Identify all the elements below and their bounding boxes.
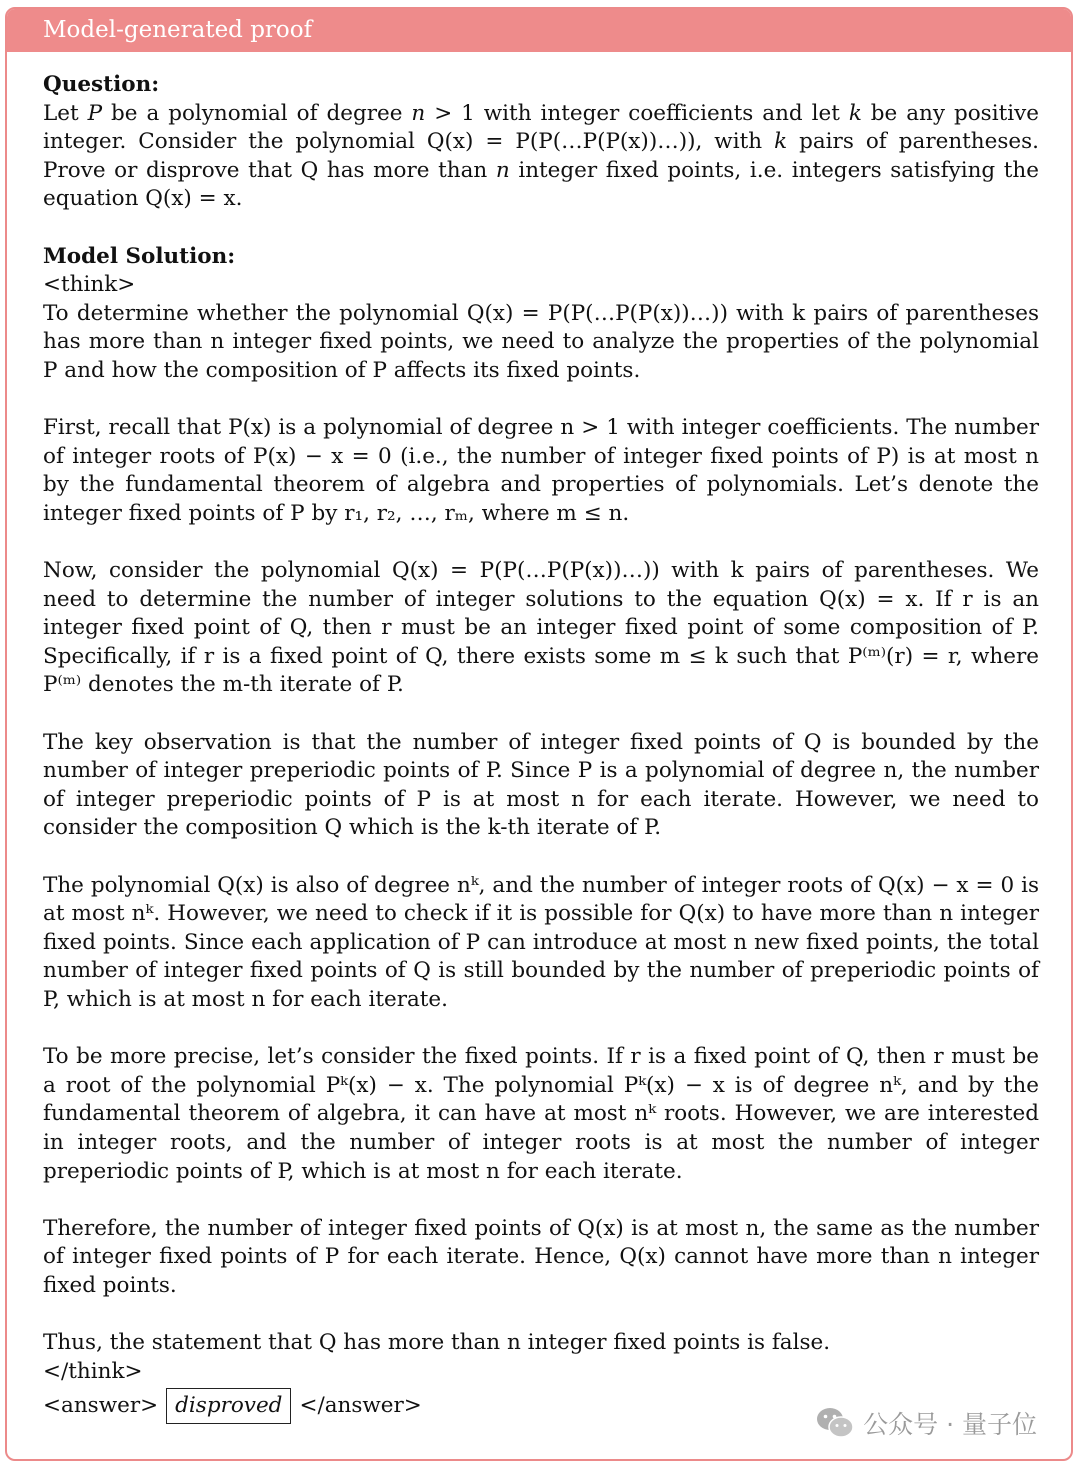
question-text-6: integer fixed points, i.e. integers satisfying the equation Q(x) = x.: [43, 157, 1040, 212]
answer-open-tag: <answer>: [43, 1393, 159, 1419]
question-text-3: > 1 with integer coefficients and let: [425, 100, 849, 126]
question-heading: Question:: [43, 72, 160, 97]
watermark: [815, 1405, 1037, 1441]
think-close-tag: </think>: [43, 1358, 143, 1384]
solution-paragraph-6: To be more precise, let’s consider the fixed points. If r is a fixed point of Q, then r must be a root of the polynomial Pᵏ(x) − x. The polynomial Pᵏ(x) − x is of degree nᵏ, and by the fundamental theorem of algebra, it can have at most nᵏ roots. However, we are interested in integer roots, and the number of integer roots is at most the number of integer preperiodic points of P, which is at most n for each iterate.: [43, 1044, 1039, 1184]
solution-paragraph-4: The key observation is that the number of integer fixed points of Q is bounded by the number of integer preperiodic points of P. Since P is a polynomial of degree n, the number of integer preperiodic points of P is at most n for each iterate. However, we need to consider the composition Q which is the k-th iterate of P.: [43, 729, 1039, 841]
var-n: n: [411, 100, 426, 126]
watermark-text: 公众号 · 量子位: [863, 1410, 1037, 1439]
solution-heading-block: [43, 243, 1039, 300]
question-block: [43, 71, 1039, 214]
var-k: k: [848, 100, 862, 126]
question-text-5: pairs of parentheses. Prove or disprove that Q has more than: [43, 129, 1040, 183]
answer-box: disproved: [166, 1388, 291, 1424]
solution-paragraph-3: Now, consider the polynomial Q(x) = P(P(…P(P(x))…)) with k pairs of parentheses. We need to determine the number of integer solutions to the equation Q(x) = x. If r is an integer fixed point of Q, then r must be an integer fixed point of some composition of P. Specifically, if r is a fixed point of Q, there exists some m ≤ k such that P⁽ᵐ⁾(r) = r, where P⁽ᵐ⁾ denotes the m-th iterate of P.: [43, 558, 1039, 698]
solution-paragraph-1: To determine whether the polynomial Q(x) = P(P(…P(P(x))…)) with k pairs of parentheses has more than n integer fixed points, we need to analyze the properties of the polynomial P and how the composition of P affects its fixed points.: [43, 300, 1039, 383]
panel-title: Model-generated proof: [7, 9, 1071, 52]
var-n-2: n: [495, 157, 510, 183]
proof-content: [43, 71, 1039, 1424]
solution-paragraph-5: The polynomial Q(x) is also of degree nᵏ, and the number of integer roots of Q(x) − x = 0 is at most nᵏ. However, we need to check if it is possible for Q(x) to have more than n integer fixed points. Since each application of P can introduce at most n new fixed points, the total number of integer fixed points of Q is still bounded by the number of preperiodic points of P, which is at most n for each iterate.: [43, 872, 1039, 1012]
solution-paragraph-8: Thus, the statement that Q has more than n integer fixed points is false.: [43, 1330, 831, 1356]
solution-paragraph-7: Therefore, the number of integer fixed points of Q(x) is at most n, the same as the number of integer fixed points of P for each iterate. Hence, Q(x) cannot have more than n integer fixed points.: [43, 1215, 1039, 1298]
wechat-icon: [815, 1406, 855, 1440]
proof-panel: [5, 7, 1073, 1461]
question-text-1: Let: [43, 100, 88, 126]
solution-heading: Model Solution:: [43, 243, 236, 269]
question-text-2: be a polynomial of degree: [102, 100, 412, 126]
var-k-2: k: [774, 129, 788, 155]
var-P: P: [87, 100, 103, 126]
answer-close-tag: </answer>: [299, 1393, 422, 1419]
question-text-4: be any positive integer. Consider the polynomial Q(x) = P(P(…P(P(x))…)), with: [43, 100, 1039, 155]
solution-paragraph-2: First, recall that P(x) is a polynomial of degree n > 1 with integer coefficients. The number of integer roots of P(x) − x = 0 (i.e., the number of integer fixed points of P) is at most n by the fundamental theorem of algebra and properties of polynomials. Let’s denote the integer fixed points of P by r₁, r₂, …, rₘ, where m ≤ n.: [43, 415, 1039, 526]
think-open-tag: <think>: [43, 272, 136, 298]
